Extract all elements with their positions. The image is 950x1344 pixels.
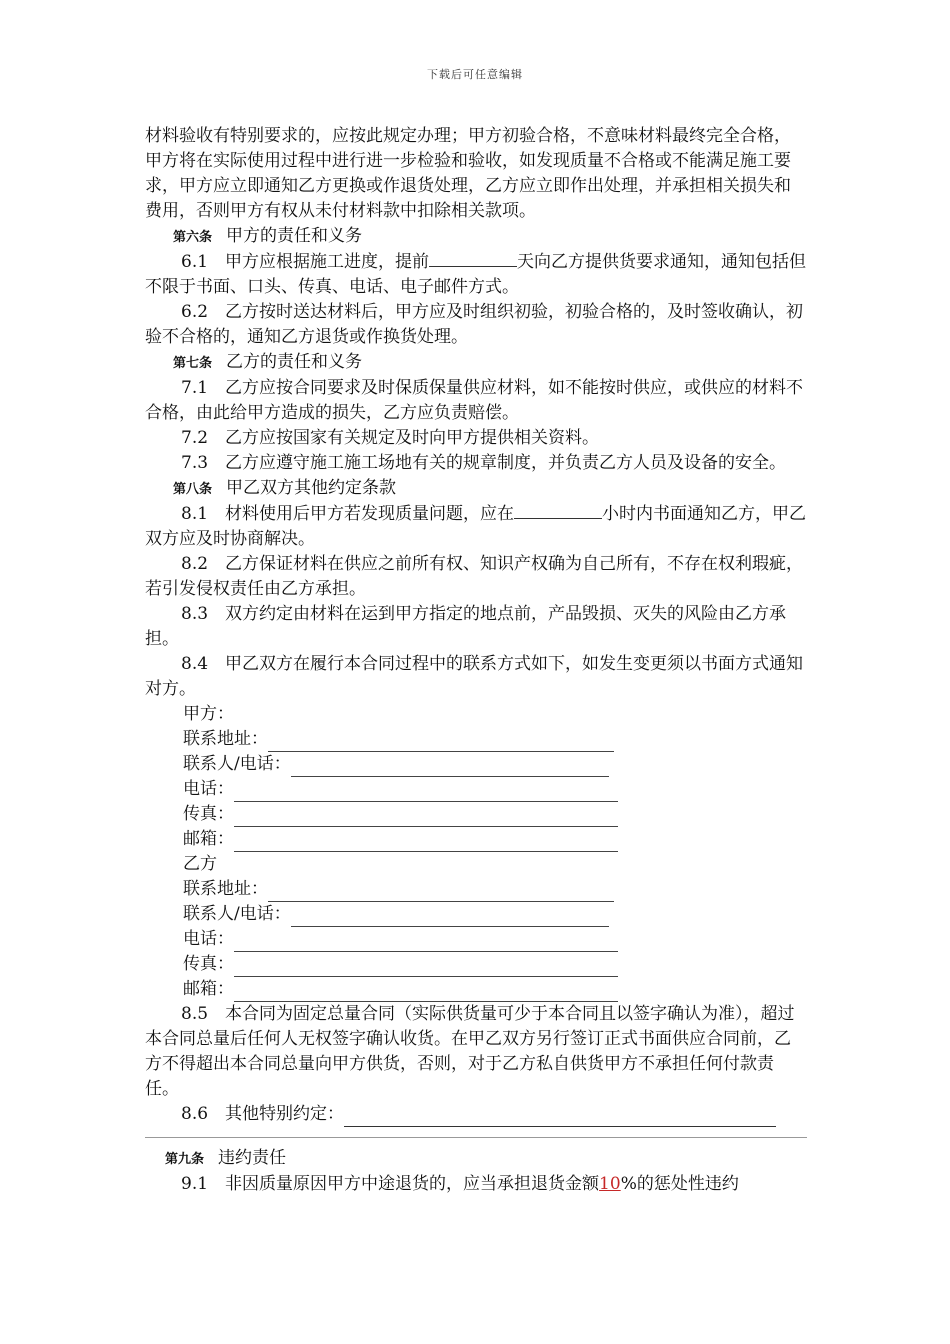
article-title: 乙方的责任和义务: [226, 352, 363, 372]
address-label: 联系地址：: [183, 729, 268, 749]
clause-7-3: 7.3 乙方应遵守施工施工场地有关的规章制度，并负责乙方人员及设备的安全。: [181, 453, 787, 473]
article-label: 第八条: [173, 482, 213, 497]
clause-text: 8.1 材料使用后甲方若发现质量问题，应在: [181, 504, 515, 524]
clause-8-4: 8.4 甲乙双方在履行本合同过程中的联系方式如下，如发生变更须以书面方式通知对方。: [145, 654, 804, 699]
clause-8-3: 8.3 双方约定由材料在运到甲方指定的地点前，产品毁损、灭失的风险由乙方承担。: [145, 604, 787, 649]
clause-8-2: 8.2 乙方保证材料在供应之前所有权、知识产权确为自己所有，不存在权利瑕疵，若引发侵权责任由乙方承担。: [145, 554, 804, 599]
page-header: 下载后可任意编辑: [427, 68, 523, 81]
clause-text: %的惩处性违约: [620, 1174, 739, 1194]
penalty-percent: 10: [599, 1174, 621, 1194]
fax-field[interactable]: [234, 959, 618, 977]
article-label: 第六条: [173, 230, 213, 245]
article-label: 第七条: [173, 356, 213, 371]
contact-field[interactable]: [291, 759, 609, 777]
clause-text: 6.1 甲方应根据施工进度，提前: [181, 252, 430, 272]
phone-label: 电话：: [183, 929, 234, 949]
address-field[interactable]: [268, 734, 614, 752]
clause-text: 小时内书面通知乙方，甲乙双方应及时协商解决。: [145, 504, 807, 549]
fill-blank-hours[interactable]: [514, 502, 602, 519]
article-7-heading: [145, 350, 807, 376]
clause-9-1: [145, 1172, 807, 1197]
email-label: 邮箱：: [183, 829, 234, 849]
fax-field[interactable]: [234, 809, 618, 827]
fax-label: 传真：: [183, 804, 234, 824]
intro-paragraph: 材料验收有特别要求的，应按此规定办理；甲方初验合格，不意味材料最终完全合格，甲方将在实际使用过程中进行进一步检验和验收，如发现质量不合格或不能满足施工要求，甲方应立即通知乙方更换或作退货处理，乙方应立即作出处理，并承担相关损失和费用，否则甲方有权从未付材料款中扣除相关款项。: [145, 126, 791, 221]
address-label: 联系地址：: [183, 879, 268, 899]
phone-label: 电话：: [183, 779, 234, 799]
article-title: 甲乙双方其他约定条款: [226, 478, 397, 498]
article-8-heading: [145, 476, 807, 502]
article-title: 甲方的责任和义务: [226, 226, 363, 246]
article-9-heading: [145, 1146, 807, 1172]
party-a-contact: [145, 702, 807, 852]
clause-8-6: [145, 1102, 807, 1127]
fax-label: 传真：: [183, 954, 234, 974]
clause-6-2: 6.2 乙方按时送达材料后，甲方应及时组织初验，初验合格的，及时签收确认，初验不合格的，通知乙方退货或作换货处理。: [145, 302, 804, 347]
clause-8-5: 8.5 本合同为固定总量合同（实际供货量可少于本合同且以签字确认为准），超过本合同总量后任何人无权签字确认收货。在甲乙双方另行签订正式书面供应合同前，乙方不得超出本合同总量向甲方供货，否则，对于乙方私自供货甲方不承担任何付款责任。: [145, 1004, 795, 1099]
email-label: 邮箱：: [183, 979, 234, 999]
article-title: 违约责任: [218, 1148, 287, 1168]
contact-label: 联系人/电话：: [183, 904, 291, 924]
party-b-label: 乙方: [183, 854, 217, 874]
email-field[interactable]: [234, 984, 618, 1002]
email-field[interactable]: [234, 834, 618, 852]
clause-8-1: [145, 502, 807, 552]
address-field[interactable]: [268, 884, 614, 902]
phone-field[interactable]: [234, 934, 618, 952]
section-divider: [145, 1137, 807, 1138]
clause-7-1: 7.1 乙方应按合同要求及时保质保量供应材料，如不能按时供应，或供应的材料不合格，由此给甲方造成的损失，乙方应负责赔偿。: [145, 378, 804, 423]
special-terms-field[interactable]: [344, 1109, 776, 1127]
party-a-label: 甲方：: [183, 704, 234, 724]
clause-text: 9.1 非因质量原因甲方中途退货的，应当承担退货金额: [181, 1174, 600, 1194]
clause-7-2: 7.2 乙方应按国家有关规定及时向甲方提供相关资料。: [181, 428, 600, 448]
article-label: 第九条: [165, 1152, 205, 1167]
fill-blank-days[interactable]: [429, 250, 517, 267]
phone-field[interactable]: [234, 784, 618, 802]
contact-field[interactable]: [291, 909, 609, 927]
clause-6-1: [145, 250, 807, 300]
contact-label: 联系人/电话：: [183, 754, 291, 774]
clause-text: 天向乙方提供货要求通知，通知包括但不限于书面、口头、传真、电话、电子邮件方式。: [145, 252, 807, 297]
party-b-contact: [145, 852, 807, 1002]
contract-body: [145, 124, 807, 1197]
clause-text: 8.6 其他特别约定：: [181, 1104, 345, 1124]
article-6-heading: [145, 224, 807, 250]
